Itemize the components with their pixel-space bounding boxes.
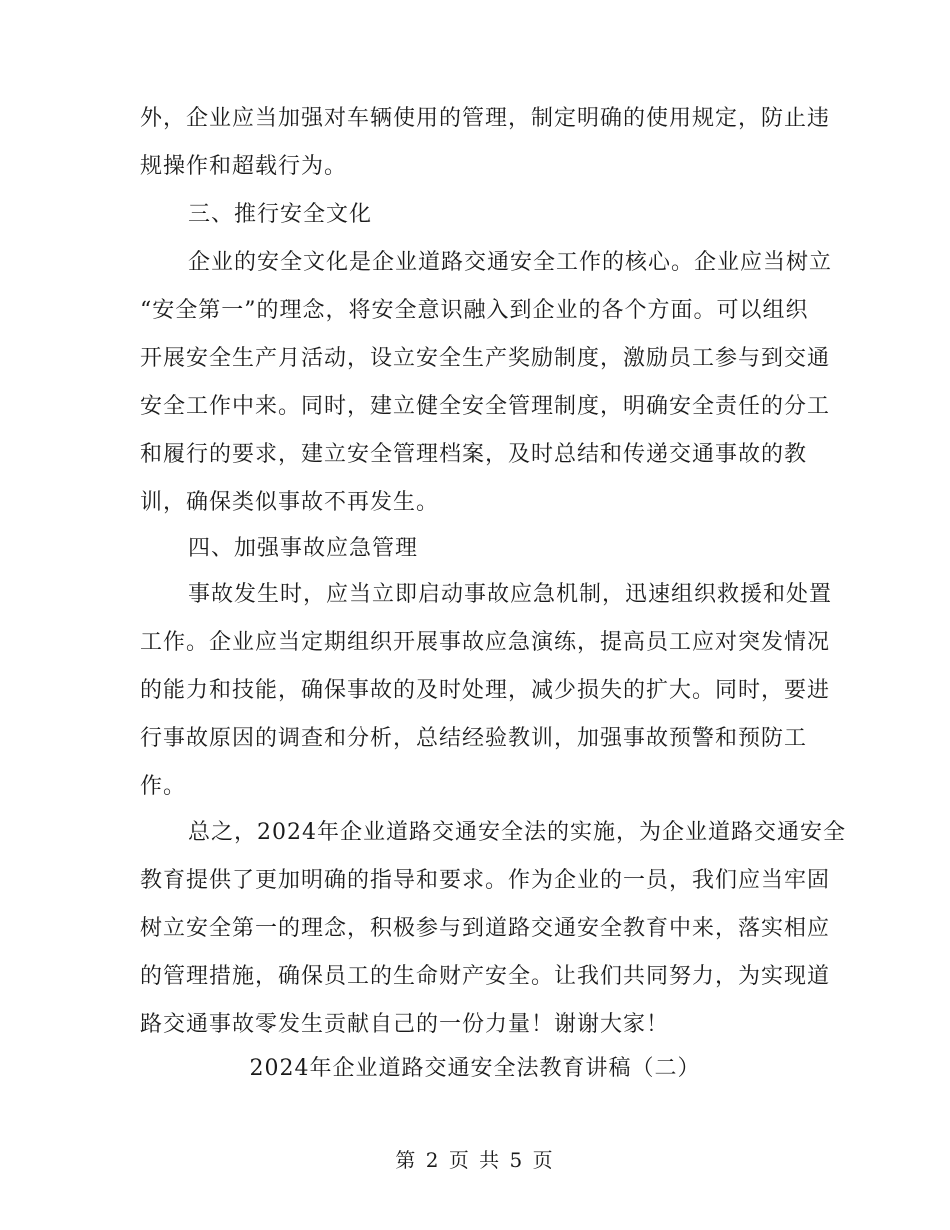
page-number-footer: 第 2 页 共 5 页 [395,1148,555,1172]
body-text-line: 和履行的要求，建立安全管理档案，及时总结和传递交通事故的教 [140,442,808,467]
body-text-line: 的能力和技能，确保事故的及时处理，减少损失的扩大。同时，要进 [140,678,831,703]
body-text-line: 总之，2024年企业道路交通安全法的实施，为企业道路交通安全 [188,820,846,845]
body-text-line: 工作。企业应当定期组织开展事故应急演练，提高员工应对突发情况 [140,630,831,655]
body-text-line: 事故发生时，应当立即启动事故应急机制，迅速组织救援和处置 [188,582,833,607]
body-text-line: 教育提供了更加明确的指导和要求。作为企业的一员，我们应当牢固 [140,868,831,893]
body-text-line: 企业的安全文化是企业道路交通安全工作的核心。企业应当树立 [188,250,833,275]
body-text-line: 的管理措施，确保员工的生命财产安全。让我们共同努力，为实现道 [140,964,831,989]
body-text-line: 外，企业应当加强对车辆使用的管理，制定明确的使用规定，防止违 [140,106,831,131]
body-text-line: 安全工作中来。同时，建立健全安全管理制度，明确安全责任的分工 [140,394,831,419]
body-text-line: “安全第一”的理念，将安全意识融入到企业的各个方面。可以组织 [140,298,809,323]
body-text-line: 路交通事故零发生贡献自己的一份力量！谢谢大家！ [140,1012,670,1037]
body-text-line: 作。 [140,774,187,799]
body-text-line: 规操作和超载行为。 [140,154,348,179]
body-text-line: 树立安全第一的理念，积极参与到道路交通安全教育中来，落实相应 [140,916,831,941]
section-heading: 三、推行安全文化 [188,202,373,227]
body-text-line: 行事故原因的调查和分析，总结经验教训，加强事故预警和预防工 [140,726,808,751]
body-text-line: 开展安全生产月活动，设立安全生产奖励制度，激励员工参与到交通 [140,346,831,371]
body-text-line: 训，确保类似事故不再发生。 [140,490,440,515]
next-section-title: 2024年企业道路交通安全法教育讲稿（二） [249,1056,701,1081]
section-heading: 四、加强事故应急管理 [188,536,419,561]
